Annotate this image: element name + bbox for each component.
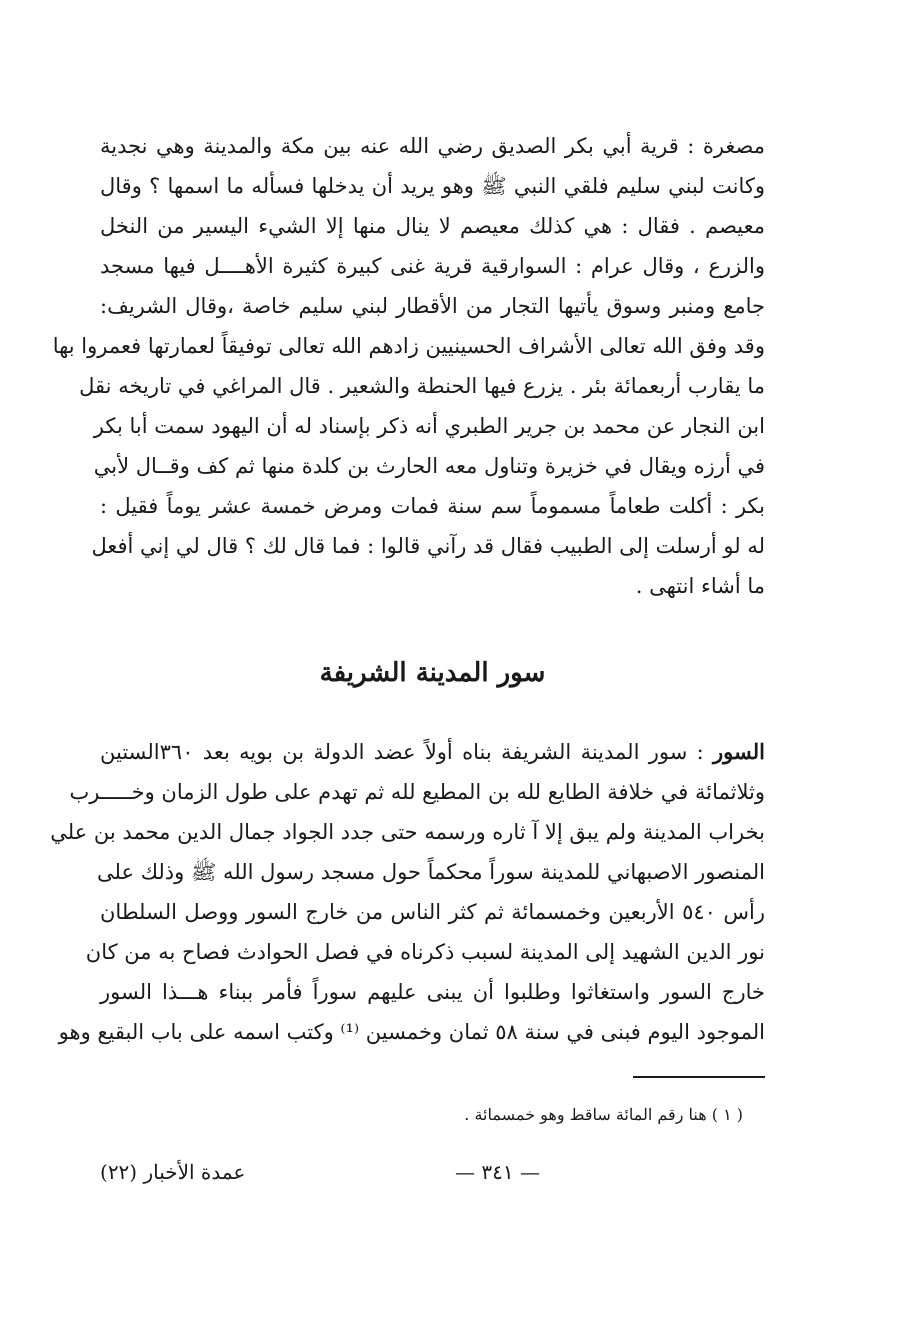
lead-word: السور	[713, 739, 765, 764]
text-line: والزرع ، وقال عرام : السوارقية قرية غنى كبيرة كثيرة الأهــــل فيها مسجد	[100, 254, 765, 278]
text-line: له لو أرسلت إلى الطبيب فقال قد رآني قالوا : فما قال لك ؟ قال لي إني أفعل	[91, 534, 765, 558]
text-line: معيصم . فقال : هي كذلك معيصم لا ينال منها إلا الشيء اليسير من النخل	[100, 214, 765, 238]
text-line: خارج السور واستغاثوا وطلبوا أن يبنى عليهم سوراً فأمر ببناء هـــذا السور	[100, 980, 765, 1004]
text-line: الموجود اليوم فبنى في سنة ٥٨ ثمان وخمسين ⁽¹⁾ وكتب اسمه على باب البقيع وهو	[58, 1020, 765, 1044]
page-number: — ٣٤١ —	[455, 1160, 540, 1184]
first-line-rest: : سور المدينة الشريفة بناه أولاً عضد الدولة بن بويه بعد ٣٦٠الستين	[100, 740, 714, 764]
text-line: ما يقارب أربعمائة بئر . يزرع فيها الحنطة والشعير . قال المراغي في تاريخه نقل	[79, 374, 765, 398]
paragraph-2	[50, 732, 765, 1052]
running-title: عمدة الأخبار (٢٢)	[100, 1160, 246, 1184]
text-line: مصغرة : قرية أبي بكر الصديق رضي الله عنه بين مكة والمدينة وهي نجدية	[100, 134, 765, 158]
footnote-divider	[633, 1076, 765, 1078]
text-line: بكر : أكلت طعاماً مسموماً سم سنة فمات ومرض خمسة عشر يوماً فقيل :	[100, 494, 765, 518]
paragraph-1	[52, 126, 765, 606]
page-footer	[100, 1152, 765, 1192]
text-line: المنصور الاصبهاني للمدينة سوراً محكماً حول مسجد رسول الله ﷺ وذلك على	[97, 860, 765, 884]
text-line: وقد وفق الله تعالى الأشراف الحسينيين زادهم الله تعالى توفيقاً لعمارتها فعمروا بها	[52, 334, 765, 358]
text-line: جامع ومنبر وسوق يأتيها التجار من الأقطار لبني سليم خاصة ،وقال الشريف:	[100, 294, 765, 318]
text-line: نور الدين الشهيد إلى المدينة لسبب ذكرناه في فصل الحوادث فصاح به من كان	[85, 940, 765, 964]
text-line: ابن النجار عن محمد بن جرير الطبري أنه ذكر بإسناد له أن اليهود سمت أبا بكر	[93, 414, 765, 438]
text-line-first	[100, 732, 765, 772]
section-heading: سور المدينة الشريفة	[319, 658, 546, 688]
text-line: رأس ٥٤٠ الأربعين وخمسمائة ثم كثر الناس من خارج السور ووصل السلطان	[100, 900, 765, 924]
text-line: في أرزه ويقال في خزيرة وتناول معه الحارث بن كلدة منها ثم كف وقــال لأبي	[93, 454, 765, 478]
text-line: بخراب المدينة ولم يبق إلا آ ثاره ورسمه حتى جدد الجواد جمال الدين محمد بن علي	[50, 820, 765, 844]
text-line: وكانت لبني سليم فلقي النبي ﷺ وهو يريد أن يدخلها فسأله ما اسمها ؟ وقال	[100, 174, 765, 198]
footnote: ( ١ ) هنا رقم المائة ساقط وهو خمسمائة .	[464, 1105, 743, 1124]
text-line: وثلاثمائة في خلافة الطايع لله بن المطيع لله ثم تهدم على طول الزمان وخـــــرب	[69, 780, 765, 804]
text-line: ما أشاء انتهى .	[635, 574, 765, 598]
